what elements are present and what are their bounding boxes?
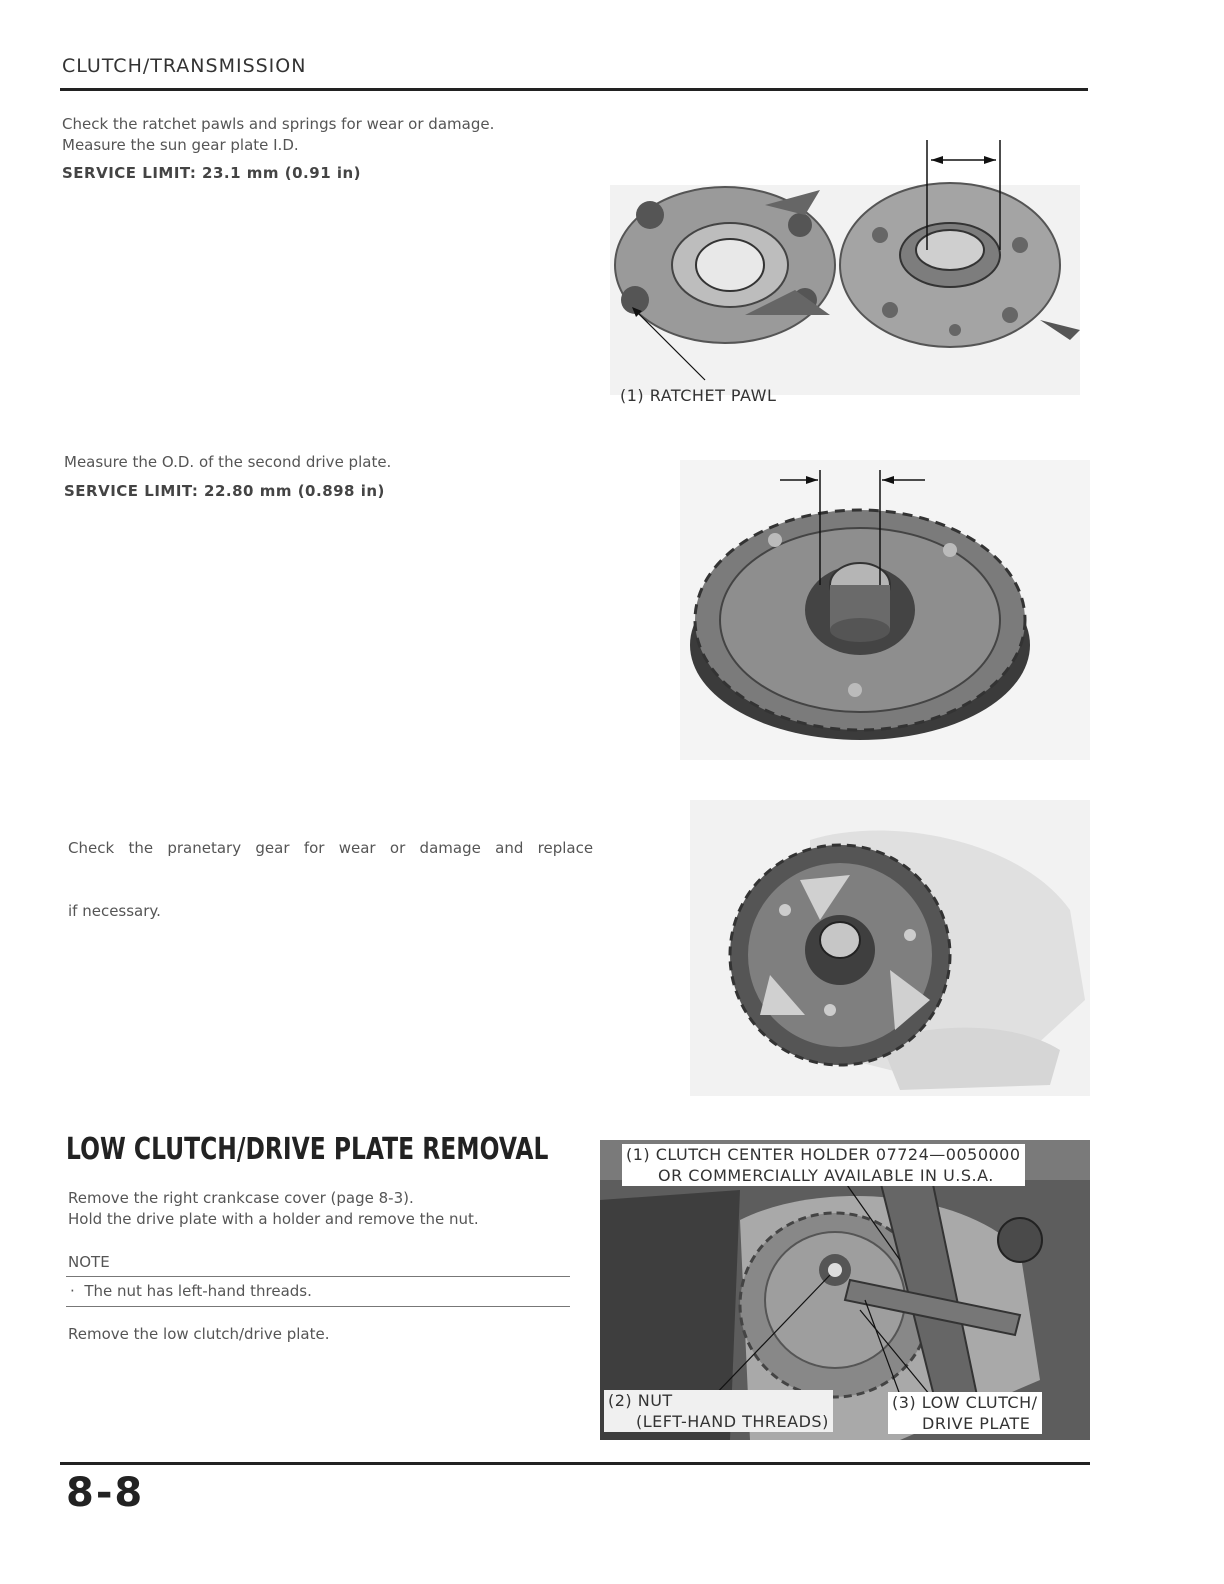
section4-line2: Hold the drive plate with a holder and remove the nut. xyxy=(68,1210,479,1228)
section4-title: LOW CLUTCH/DRIVE PLATE REMOVAL xyxy=(66,1132,549,1167)
page-number: 8-8 xyxy=(66,1470,145,1516)
nut-label-line1: (2) NUT xyxy=(608,1391,673,1410)
section1-service-limit: SERVICE LIMIT: 23.1 mm (0.91 in) xyxy=(62,164,362,182)
planetary-gear-illustration xyxy=(690,800,1090,1096)
note-item xyxy=(70,1281,312,1302)
section3-text xyxy=(68,796,594,943)
drive-plate-photo xyxy=(680,460,1090,760)
sun-gear-photo xyxy=(590,115,1090,415)
section4-line1: Remove the right crankcase cover (page 8-3). xyxy=(68,1189,414,1207)
clutch-holder-label-line1: (1) CLUTCH CENTER HOLDER 07724—0050000 xyxy=(626,1145,1021,1164)
drive-plate-illustration xyxy=(680,460,1090,760)
section4-line3: Remove the low clutch/drive plate. xyxy=(68,1325,330,1343)
low-clutch-label xyxy=(888,1392,1042,1434)
header-rule xyxy=(60,88,1088,91)
note-rule-bottom xyxy=(66,1306,570,1307)
section4-text xyxy=(68,1188,479,1230)
nut-label-line2: (LEFT-HAND THREADS) xyxy=(636,1412,829,1431)
ratchet-pawl-caption: (1) RATCHET PAWL xyxy=(620,386,777,405)
page-header-title: CLUTCH/TRANSMISSION xyxy=(62,55,307,77)
section1-line2: Measure the sun gear plate I.D. xyxy=(62,136,299,154)
nut-label xyxy=(604,1390,833,1432)
section3-line1: Check the pranetary gear for wear or damage and replace xyxy=(68,839,594,857)
footer-rule xyxy=(60,1462,1090,1465)
note-rule-top xyxy=(66,1276,570,1277)
sun-gear-illustration xyxy=(590,115,1090,415)
note-item-text: The nut has left-hand threads. xyxy=(84,1282,312,1300)
section1-text xyxy=(62,114,494,156)
planetary-gear-photo xyxy=(690,800,1090,1096)
note-label: NOTE xyxy=(68,1253,110,1271)
section2-service-limit: SERVICE LIMIT: 22.80 mm (0.898 in) xyxy=(64,482,385,500)
clutch-holder-label xyxy=(622,1144,1025,1186)
note-bullet: · xyxy=(70,1282,85,1300)
section3-line2: if necessary. xyxy=(68,902,161,920)
low-clutch-label-line1: (3) LOW CLUTCH/ xyxy=(892,1393,1038,1412)
clutch-holder-label-line2: OR COMMERCIALLY AVAILABLE IN U.S.A. xyxy=(658,1166,994,1185)
section1-line1: Check the ratchet pawls and springs for wear or damage. xyxy=(62,115,495,133)
low-clutch-label-line2: DRIVE PLATE xyxy=(922,1414,1031,1433)
section2-line1: Measure the O.D. of the second drive plate. xyxy=(64,453,392,471)
